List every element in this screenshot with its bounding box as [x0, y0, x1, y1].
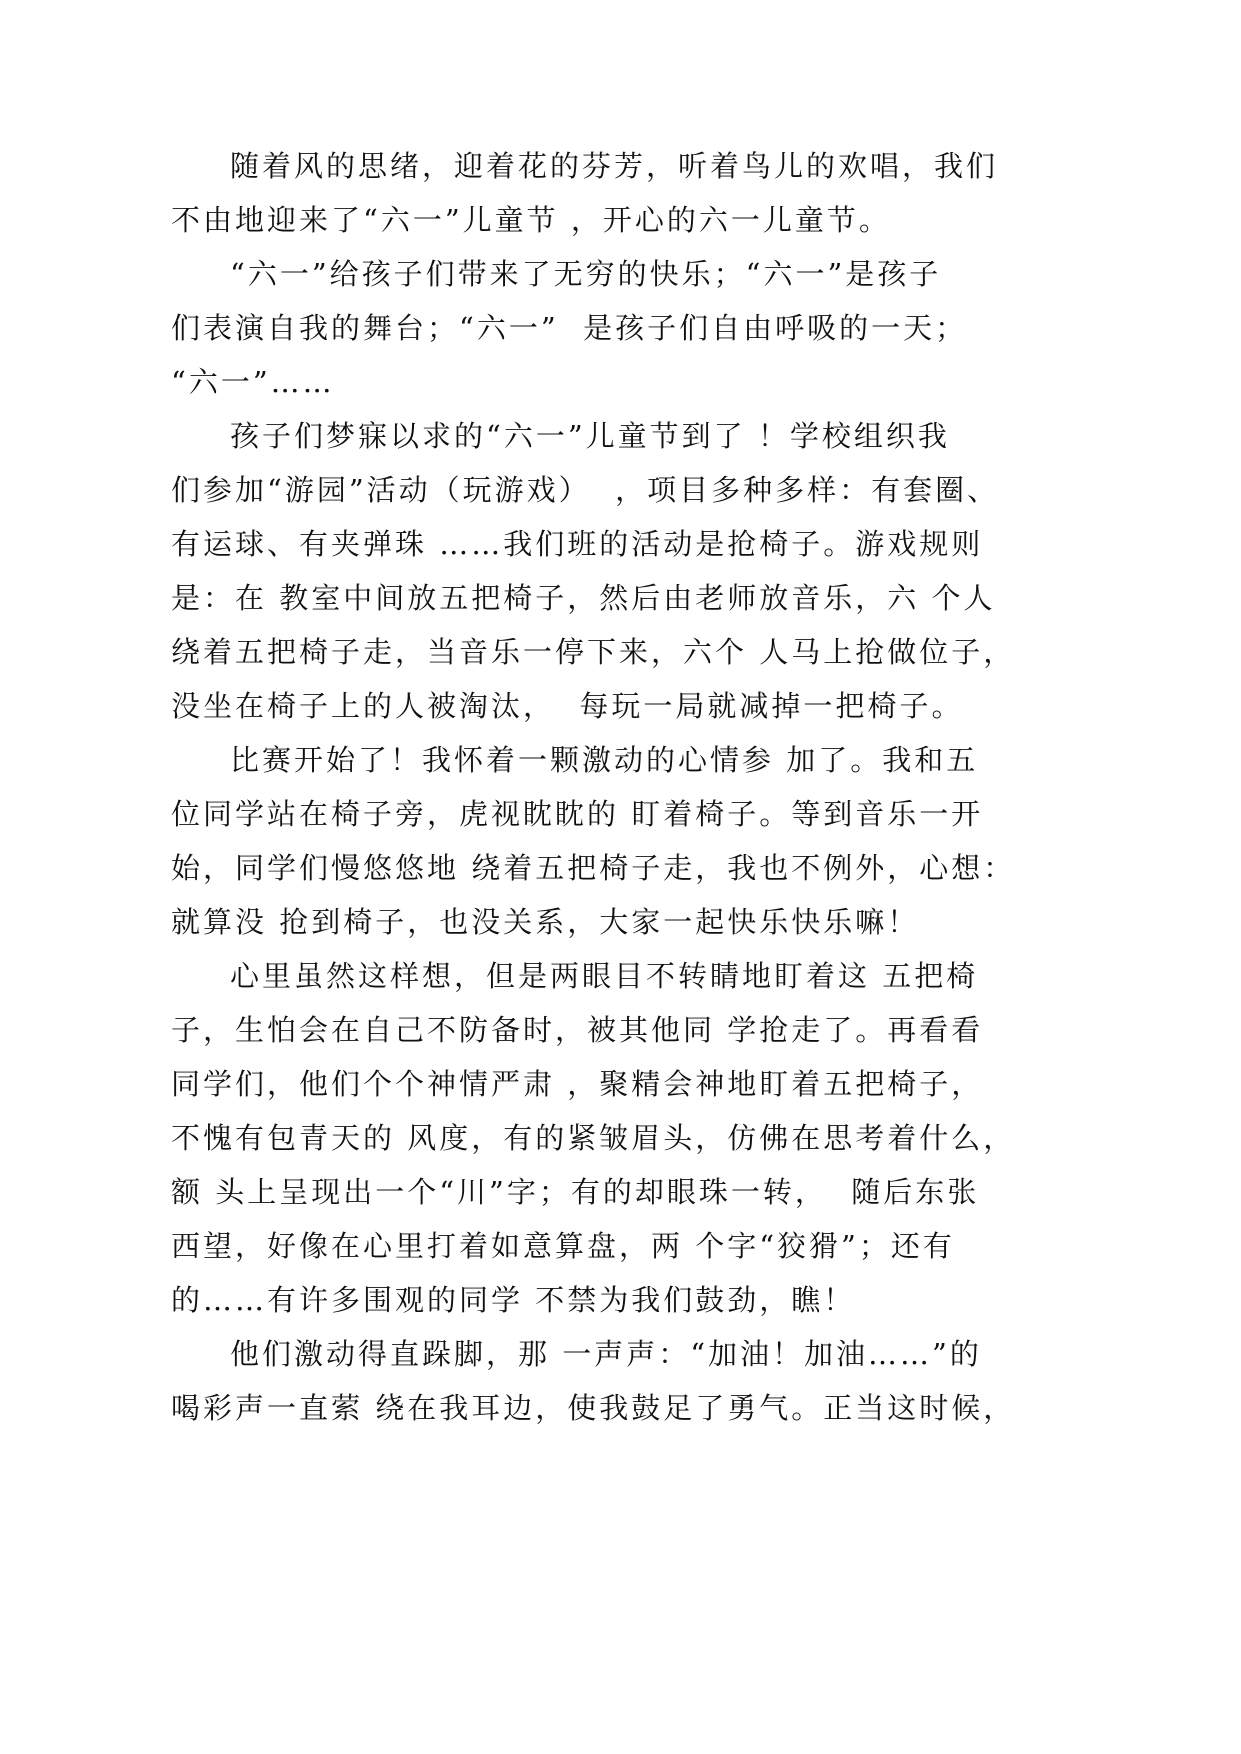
text-line: 们表演自我的舞台；“六一” 是孩子们自由呼吸的一天； [171, 311, 968, 345]
text-line: 没坐在椅子上的人被淘汰， 每玩一局就减掉一把椅子。 [171, 689, 964, 723]
text-line: 们参加“游园”活动（玩游戏） ，项目多种多样：有套圈、 [171, 473, 1000, 507]
text-line: 子，生怕会在自己不防备时，被其他同 学抢走了。再看看 [171, 1013, 984, 1047]
text-line: 喝彩声一直萦 绕在我耳边，使我鼓足了勇气。正当这时候， [171, 1391, 1016, 1425]
text-line: 不由地迎来了“六一”儿童节 ，开心的六一儿童节。 [171, 203, 891, 237]
text-line: “六一”给孩子们带来了无穷的快乐；“六一”是孩子 [230, 257, 942, 291]
text-line: 不愧有包青天的 风度，有的紧皱眉头，仿佛在思考着什么， [171, 1121, 1016, 1155]
text-line: 西望，好像在心里打着如意算盘，两 个字“狡猾”；还有 [171, 1229, 955, 1263]
text-line: 位同学站在椅子旁，虎视眈眈的 盯着椅子。等到音乐一开 [171, 797, 984, 831]
text-line: “六一”…… [171, 365, 335, 399]
text-line: 是：在 教室中间放五把椅子，然后由老师放音乐，六 个人 [171, 581, 996, 615]
text-line: 孩子们梦寐以求的“六一”儿童节到了 ！学校组织我 [230, 419, 950, 453]
text-line: 额 头上呈现出一个“川”字；有的却眼珠一转， 随后东张 [171, 1175, 980, 1209]
text-line: 就算没 抢到椅子，也没关系，大家一起快乐快乐嘛！ [171, 905, 920, 939]
text-line: 始，同学们慢悠悠地 绕着五把椅子走，我也不例外，心想： [171, 851, 1016, 885]
text-line: 随着风的思绪，迎着花的芬芳，听着鸟儿的欢唱，我们 [230, 149, 999, 183]
text-line: 有运球、有夹弹珠 ……我们班的活动是抢椅子。游戏规则 [171, 527, 984, 561]
text-line: 比赛开始了！我怀着一颗激动的心情参 加了。我和五 [230, 743, 979, 777]
text-line: 的……有许多围观的同学 不禁为我们鼓劲，瞧！ [171, 1283, 856, 1317]
text-line: 他们激动得直跺脚，那 一声声：“加油！加油……”的 [230, 1337, 982, 1371]
text-line: 同学们，他们个个神情严肃 ，聚精会神地盯着五把椅子， [171, 1067, 984, 1101]
text-line: 心里虽然这样想，但是两眼目不转睛地盯着这 五把椅 [230, 959, 979, 993]
text-line: 绕着五把椅子走，当音乐一停下来，六个 人马上抢做位子， [171, 635, 1016, 669]
